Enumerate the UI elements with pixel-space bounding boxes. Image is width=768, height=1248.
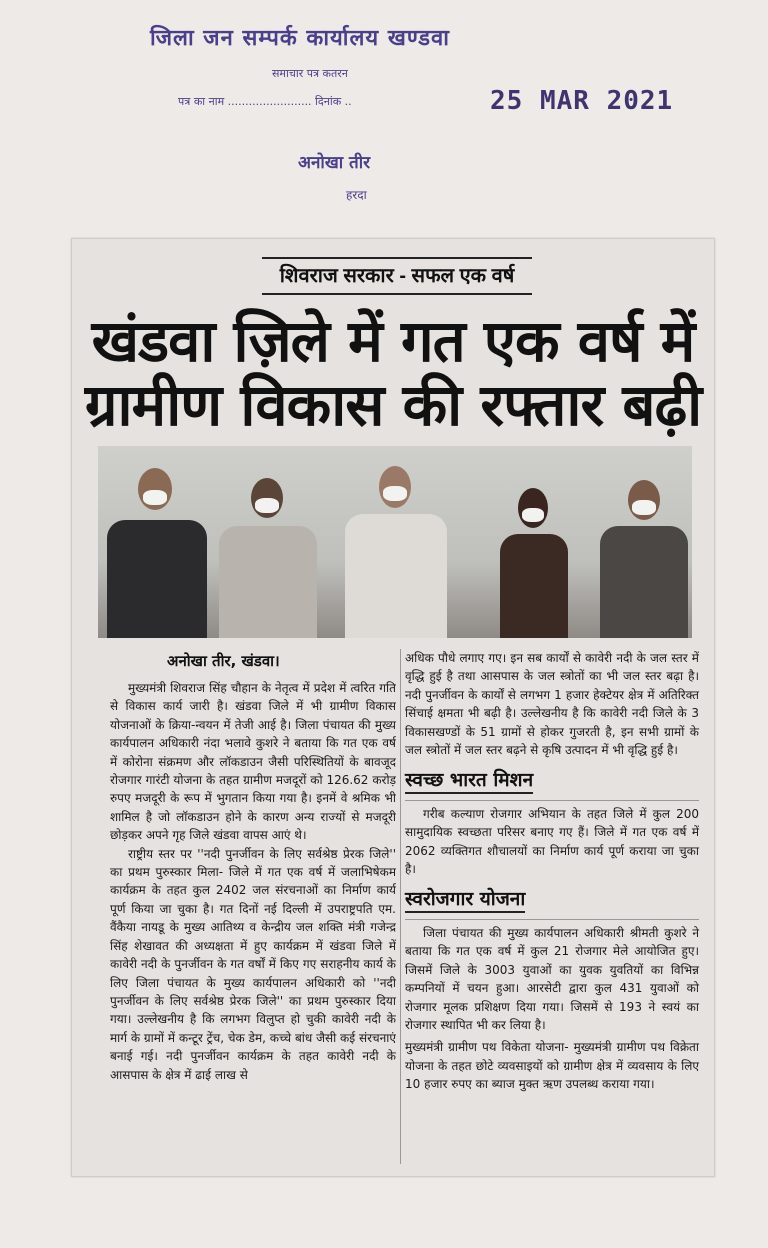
stamp-city: हरदा [346, 188, 367, 202]
article-kicker: शिवराज सरकार - सफल एक वर्ष [262, 257, 532, 295]
photo-person-4 [494, 488, 574, 638]
stamp-date: 25 MAR 2021 [490, 86, 674, 116]
paragraph: मुख्यमंत्री शिवराज सिंह चौहान के नेतृत्व में प्रदेश में त्वरित गति से विकास कार्य जारी है। खंडवा जिले में भी ग्रामीण विकास योजनाओं के क्रिया-न्वयन में तेजी आई है। जिला पंचायत की मुख्य कार्यपालन अधिकारी नंदा भलावे कुशरे ने बताया कि गत एक वर्ष में कोरोना संक्रमण और लॉकडाउन जैसी परिस्थितियों के बावजूद रोजगार गारंटी योजना के तहत ग्रामीण मजदूरों को 126.62 करोड़ रुपए मजदूरी के रूप में भुगतान किया गया है। इनमें वे श्रमिक भी शामिल है जो लॉकडाउन होने के कारण अन्य राज्यों से मजदूरी छोड़कर अपने गृह जिले खंडवा वापस आएं थे। [110, 681, 396, 843]
article-left-column [110, 679, 396, 1169]
article-right-column [405, 649, 699, 1094]
paragraph: जिला पंचायत की मुख्य कार्यपालन अधिकारी श्रीमती कुशरे ने बताया कि गत एक वर्ष में कुल 21 रोजगार मेले आयोजित हुए। जिसमें जिले के 3003 युवाओं का युवक युवतियों का विभिन्न कम्पनियों में चयन हुआ। आरसेटी द्वारा कुल 431 युवाओं को रोजगार मूलक प्रशिक्षण दिया गया। जिसमें से 193 ने स्वयं का रोजगार स्थापित भी कर लिया है। [405, 919, 699, 1034]
photo-byline: अनोखा तीर, खंडवा। [167, 652, 280, 670]
stamp-paper-line: पत्र का नाम ........................ दिनांक .. [178, 95, 352, 108]
paragraph: राष्ट्रीय स्तर पर ''नदी पुनर्जीवन के लिए सर्वश्रेष्ठ प्रेरक जिले'' का प्रथम पुरुस्कार मिला- जिले में गत एक वर्ष में जलाभिषेकम कार्यक्रम के तहत कुल 2402 जल संरचनाओं का निर्माण कार्य पूर्ण किया जा चुका है। गत दिनों नई दिल्ली में उपराष्ट्रपति एम. वैंकैया नायडू के मुख्य आतिथ्य व केन्द्रीय जल शक्ति मंत्री गजेन्द्र सिंह शेखावत की अध्यक्षता में हुए कार्यक्रम में खंडवा जिले में कावेरी नदी के पुनर्जीवन के गत वर्षों में किए गए सराहनीय कार्य के लिए जिला पंचायत के मुख्य कार्यपालन अधिकारी को ''नदी पुनर्जीवन के लिए सर्वश्रेष्ठ प्रेरक जिले'' का प्रथम पुरुस्कार दिया गया। उल्लेखनीय है कि लगभग विलुप्त हो चुकी कावेरी नदी के मार्ग के ग्रामों में कन्टूर ट्रेंच, चेक डेम, कच्चे बांध जैसी कई संरचनाएं बनाई गई। नदी पुनर्जीवन कार्यक्रम के तहत कावेरी नदी के आसपास के क्षेत्र में ढाई लाख से [110, 846, 396, 1082]
photo-person-3 [341, 466, 451, 638]
photo-person-2 [213, 478, 323, 638]
newspaper-clipping [71, 238, 715, 1177]
headline-line-1: खंडवा ज़िले में गत एक वर्ष में [91, 307, 695, 375]
paragraph: मुख्यमंत्री ग्रामीण पथ विकेता योजना- मुख्यमंत्री ग्रामीण पथ विक्रेता योजना के तहत छोटे व्यवसाइयों को ग्रामीण क्षेत्र में व्यवसाय के लिए 10 हजार रुपए का ब्याज मुक्त ऋण उपलब्ध कराया गया। [405, 1040, 699, 1092]
paragraph: गरीब कल्याण रोजगार अभियान के तहत जिले में कुल 200 सामुदायिक स्वच्छता परिसर बनाए गए हैं। जिले में गत एक वर्ष में 2062 व्यक्तिगत शौचालयों का निर्माण कार्य पूर्ण कराया जा चुका है। [405, 800, 699, 879]
paragraph: अधिक पौधे लगाए गए। इन सब कार्यों से कावेरी नदी के जल स्तर में वृद्धि हुई है तथा आसपास के जल स्त्रोतों का भी जल स्तर बढ़ा है। नदी पुनर्जीवन के कार्यों से लगभग 1 हजार हेक्टेयर क्षेत्र में अतिरिक्त सिंचाई क्षमता भी बढ़ी है। उल्लेखनीय है कि कावेरी नदी जिले के 3 विकासखण्डों के 51 ग्रामों से होकर गुजरती है, इन सभी ग्रामों के जल स्त्रोतों में जल स्तर बढ़ने से कृषि उत्पादन में भी वृद्धि हुई है। [405, 651, 699, 758]
stamp-office-name: जिला जन सम्पर्क कार्यालय खण्डवा [150, 26, 450, 51]
headline-line-2: ग्रामीण विकास की रफ्तार बढ़ी [84, 371, 702, 439]
column-divider [400, 649, 401, 1164]
article-headline [82, 309, 704, 437]
photo-person-5 [596, 480, 692, 638]
section-title-swarozgar: स्वरोजगार योजना [405, 888, 525, 912]
article-photo [98, 446, 692, 638]
stamp-subtitle: समाचार पत्र कतरन [272, 67, 348, 80]
section-title-swachh: स्वच्छ भारत मिशन [405, 769, 533, 793]
photo-person-1 [102, 468, 212, 638]
stamp-paper-name: अनोखा तीर [298, 153, 371, 173]
